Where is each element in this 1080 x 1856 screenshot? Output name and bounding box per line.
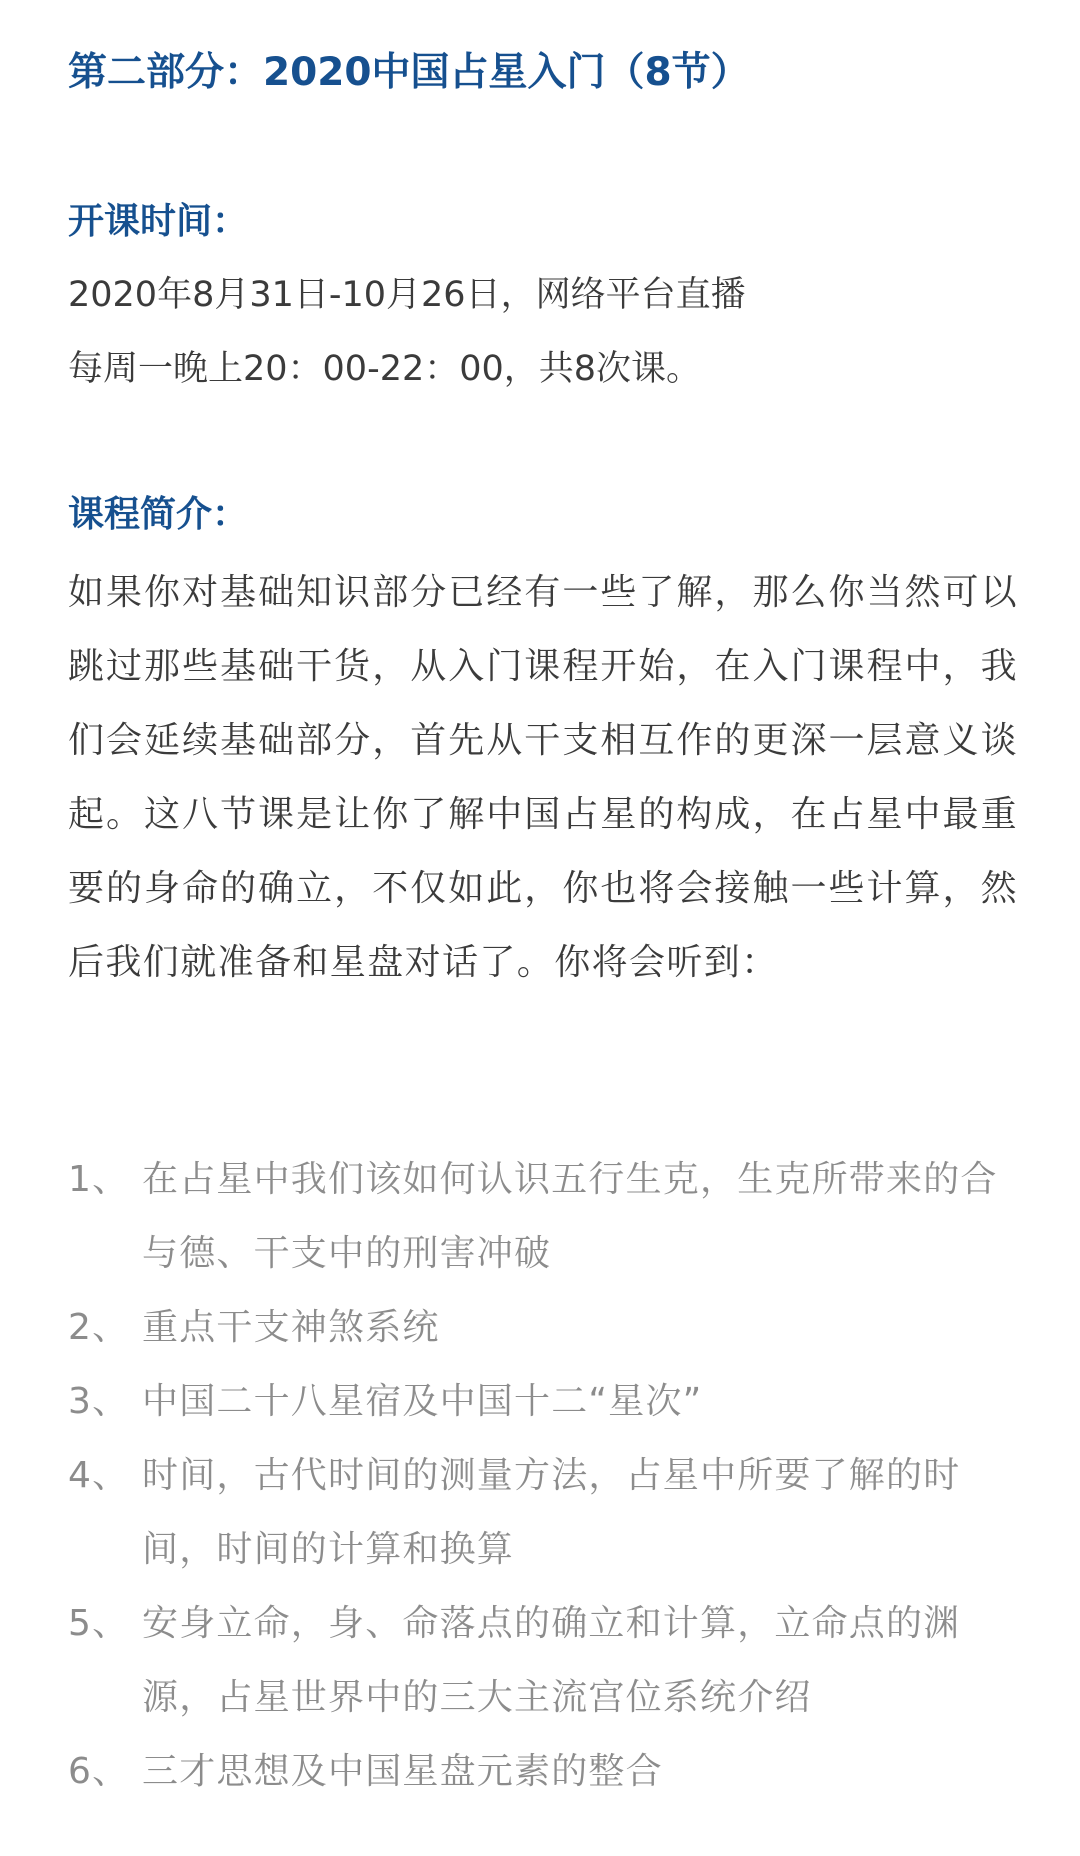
topic-number: 6、 <box>68 1751 130 1792</box>
topic-text: 中国二十八星宿及中国十二“星次” <box>142 1381 703 1422</box>
schedule-heading: 开课时间： <box>68 201 249 242</box>
topic-number: 5、 <box>68 1603 130 1644</box>
topic-text: 安身立命，身、命落点的确立和计算，立命点的渊源，占星世界中的三大主流宫位系统介绍 <box>142 1603 961 1718</box>
topic-number: 3、 <box>68 1381 130 1422</box>
page-title: 第二部分：2020中国占星入门（8节） <box>68 50 750 95</box>
topic-item-4 <box>68 1439 1018 1587</box>
schedule-dates: 2020年8月31日-10月26日，网络平台直播 <box>68 275 746 315</box>
topic-number: 4、 <box>68 1455 130 1496</box>
topic-number: 1、 <box>68 1159 130 1200</box>
topic-list <box>68 1143 1018 1809</box>
topic-item-2 <box>68 1291 1018 1365</box>
topic-text: 在占星中我们该如何认识五行生克，生克所带来的合与德、干支中的刑害冲破 <box>142 1159 998 1274</box>
intro-heading: 课程简介： <box>68 494 249 535</box>
topic-item-6 <box>68 1735 1018 1809</box>
topic-text: 重点干支神煞系统 <box>142 1307 440 1348</box>
intro-paragraph: 如果你对基础知识部分已经有一些了解，那么你当然可以跳过那些基础干货，从入门课程开始，在入门课程中，我们会延续基础部分，首先从干支相互作的更深一层意义谈起。这八节课是让你了解中国占星的构成，在占星中最重要的身命的确立，不仅如此，你也将会接触一些计算，然后我们就准备和星盘对话了。你将会听到： <box>68 572 1018 983</box>
topic-number: 2、 <box>68 1307 130 1348</box>
topic-item-1 <box>68 1143 1018 1291</box>
topic-text: 时间，古代时间的测量方法，占星中所要了解的时间，时间的计算和换算 <box>142 1455 961 1570</box>
topic-item-3 <box>68 1365 1018 1439</box>
schedule-time: 每周一晚上20：00-22：00，共8次课。 <box>68 349 702 389</box>
topic-text: 三才思想及中国星盘元素的整合 <box>142 1751 663 1792</box>
topic-item-5 <box>68 1587 1018 1735</box>
